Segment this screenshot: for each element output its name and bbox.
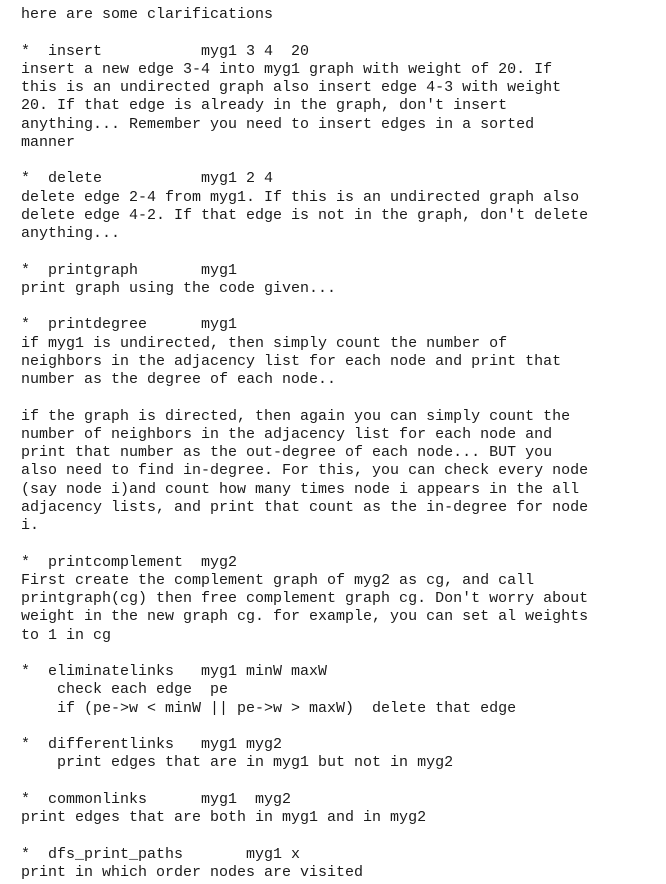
- printdegree-description-line: if myg1 is undirected, then simply count the number of: [21, 334, 508, 352]
- printcomplement-description-line: printgraph(cg) then free complement graph cg. Don't worry about: [21, 590, 589, 607]
- insert-description-line: anything... Remember you need to insert edges in a sorted: [21, 115, 535, 133]
- printdegree-directed-line: print that number as the out-degree of each node... BUT you: [21, 444, 553, 461]
- blank-line: [21, 243, 588, 261]
- printdegree-description-line: number as the degree of each node..: [21, 371, 337, 388]
- delete-description-line: anything...: [21, 225, 121, 242]
- dfs-print-paths-description-line: print in which order nodes are visited: [21, 863, 364, 881]
- delete-description-line: delete edge 4-2. If that edge is not in the graph, don't delete: [21, 206, 589, 224]
- insert-description-line: this is an undirected graph also insert edge 4-3 with weight: [21, 79, 562, 96]
- blank-line: [21, 24, 588, 42]
- printgraph-description-line: print graph using the code given...: [21, 279, 337, 297]
- differentlinks-command-line: * differentlinks myg1 myg2: [21, 736, 283, 753]
- printcomplement-description-line: weight in the new graph cg. for example, you can set al weights: [21, 608, 589, 626]
- printdegree-directed-line: (say node i)and count how many times node i appears in the all: [21, 480, 580, 498]
- printdegree-directed-line: adjacency lists, and print that count as the in-degree for node: [21, 498, 589, 516]
- eliminatelinks-description-line: check each edge pe: [21, 681, 229, 699]
- delete-command-line: * delete myg1 2 4: [21, 170, 274, 188]
- dfs-print-paths-command-line: * dfs_print_paths myg1 x: [21, 845, 301, 863]
- printdegree-description-line: neighbors in the adjacency list for each node and print that: [21, 352, 562, 370]
- clarifications-document: [21, 6, 588, 882]
- document-title: here are some clarifications: [21, 6, 274, 23]
- insert-description-line: manner: [21, 133, 76, 151]
- blank-line: [21, 535, 588, 553]
- printcomplement-description-line: First create the complement graph of myg2 as cg, and call: [21, 571, 535, 589]
- printdegree-directed-line: also need to find in-degree. For this, you can check every node: [21, 462, 589, 480]
- blank-line: [21, 298, 588, 316]
- blank-line: [21, 827, 588, 845]
- printcomplement-description-line: to 1 in cg: [21, 626, 112, 644]
- blank-line: [21, 645, 588, 663]
- blank-line: [21, 152, 588, 170]
- insert-command-line: * insert myg1 3 4 20: [21, 42, 310, 60]
- printcomplement-command-line: * printcomplement myg2: [21, 553, 238, 571]
- insert-description-line: 20. If that edge is already in the graph, don't insert: [21, 97, 508, 115]
- printgraph-command-line: * printgraph myg1: [21, 261, 238, 279]
- insert-description-line: insert a new edge 3-4 into myg1 graph with weight of 20. If: [21, 60, 553, 78]
- eliminatelinks-description-line: if (pe->w < minW || pe->w > maxW) delete that edge: [21, 699, 517, 717]
- blank-line: [21, 389, 588, 407]
- commonlinks-command-line: * commonlinks myg1 myg2: [21, 790, 292, 808]
- printdegree-directed-line: number of neighbors in the adjacency list for each node and: [21, 425, 553, 443]
- printdegree-directed-line: i.: [21, 517, 40, 534]
- delete-description-line: delete edge 2-4 from myg1. If this is an undirected graph also: [21, 188, 580, 206]
- printdegree-directed-line: if the graph is directed, then again you can simply count the: [21, 407, 571, 425]
- blank-line: [21, 773, 588, 791]
- blank-line: [21, 718, 588, 736]
- eliminatelinks-command-line: * eliminatelinks myg1 minW maxW: [21, 663, 328, 680]
- printdegree-command-line: * printdegree myg1: [21, 316, 238, 334]
- commonlinks-description-line: print edges that are both in myg1 and in myg2: [21, 809, 427, 826]
- differentlinks-description-line: print edges that are in myg1 but not in myg2: [21, 754, 454, 772]
